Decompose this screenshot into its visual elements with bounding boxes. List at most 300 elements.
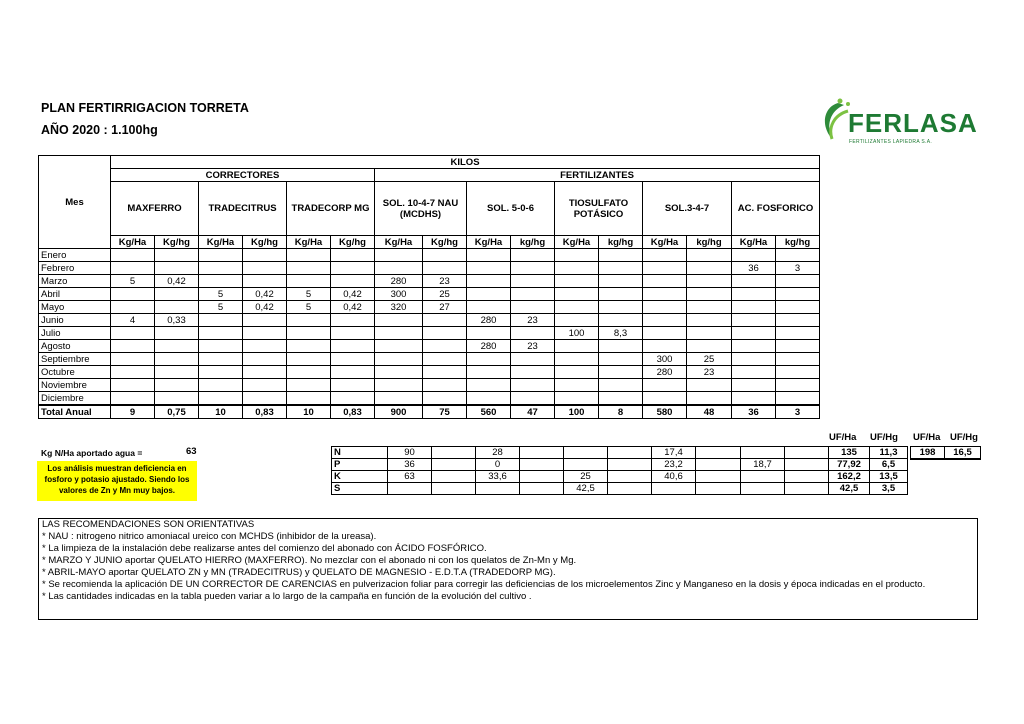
month-label: Mayo xyxy=(39,301,111,314)
table-cell xyxy=(511,327,555,340)
nutrient-cell xyxy=(608,471,652,483)
table-cell xyxy=(375,366,423,379)
table-cell xyxy=(643,301,687,314)
nutrient-cell xyxy=(741,447,785,459)
table-cell xyxy=(732,366,776,379)
table-cell xyxy=(375,379,423,392)
table-cell xyxy=(555,314,599,327)
total-row xyxy=(39,405,820,419)
table-cell xyxy=(732,314,776,327)
uf-header: UF/Hg xyxy=(950,432,978,443)
table-cell xyxy=(599,353,643,366)
table-cell xyxy=(199,249,243,262)
table-row xyxy=(39,301,820,314)
table-cell xyxy=(423,353,467,366)
table-cell xyxy=(243,314,287,327)
mes-header: Mes xyxy=(39,156,111,249)
table-cell xyxy=(287,392,331,406)
nutrient-cell xyxy=(388,483,432,495)
table-cell xyxy=(555,366,599,379)
table-cell xyxy=(467,327,511,340)
table-cell xyxy=(467,288,511,301)
uf-header: UF/Ha xyxy=(913,432,941,443)
product-header: SOL.3-4-7 xyxy=(643,182,732,236)
table-cell: 23 xyxy=(511,314,555,327)
table-cell xyxy=(599,392,643,406)
table-cell xyxy=(331,262,375,275)
table-cell xyxy=(287,353,331,366)
extra-uf-hg: 16,5 xyxy=(945,447,981,460)
table-cell: 280 xyxy=(467,340,511,353)
table-row xyxy=(39,314,820,327)
recommendation-line: * ABRIL-MAYO aportar QUELATO ZN y MN (TRADECITRUS) y QUELATO DE MAGNESIO - E.D.T.A (TRADEDORP MG). xyxy=(42,567,556,578)
unit-header: Kg/Ha xyxy=(199,236,243,249)
month-label: Julio xyxy=(39,327,111,340)
table-cell xyxy=(776,327,820,340)
table-cell xyxy=(776,392,820,406)
nutrient-cell: 6,5 xyxy=(870,459,908,471)
table-cell xyxy=(687,288,732,301)
table-cell xyxy=(732,249,776,262)
nutrient-cell: 17,4 xyxy=(652,447,696,459)
table-cell xyxy=(155,249,199,262)
total-cell: 0,75 xyxy=(155,405,199,419)
table-cell: 23 xyxy=(511,340,555,353)
table-cell xyxy=(511,275,555,288)
nutrient-cell: 36 xyxy=(388,459,432,471)
table-cell xyxy=(732,275,776,288)
table-cell xyxy=(423,340,467,353)
table-cell xyxy=(155,366,199,379)
table-cell xyxy=(687,249,732,262)
table-cell xyxy=(331,340,375,353)
table-cell xyxy=(643,288,687,301)
table-cell xyxy=(287,366,331,379)
table-cell xyxy=(287,262,331,275)
nutrient-cell xyxy=(741,483,785,495)
table-cell xyxy=(687,379,732,392)
agua-value: 63 xyxy=(186,446,197,457)
table-cell xyxy=(243,392,287,406)
nutrient-cell: 63 xyxy=(388,471,432,483)
table-cell xyxy=(287,249,331,262)
table-cell: 0,42 xyxy=(331,301,375,314)
table-cell xyxy=(599,314,643,327)
table-cell xyxy=(287,275,331,288)
table-cell xyxy=(243,340,287,353)
table-cell: 4 xyxy=(111,314,155,327)
table-row xyxy=(39,366,820,379)
unit-header: Kg/Ha xyxy=(643,236,687,249)
table-cell xyxy=(643,314,687,327)
table-cell xyxy=(687,262,732,275)
unit-header: kg/hg xyxy=(511,236,555,249)
nutrient-cell xyxy=(564,447,608,459)
nutrient-cell xyxy=(432,483,476,495)
table-cell xyxy=(375,314,423,327)
table-row xyxy=(39,249,820,262)
table-cell xyxy=(599,379,643,392)
table-cell xyxy=(599,340,643,353)
table-cell xyxy=(111,301,155,314)
uf-header: UF/Ha xyxy=(829,432,857,443)
nutrient-cell xyxy=(785,447,829,459)
nutrient-cell xyxy=(785,483,829,495)
nutrient-cell: 0 xyxy=(476,459,520,471)
agua-label: Kg N/Ha aportado agua = xyxy=(41,448,143,458)
product-header: MAXFERRO xyxy=(111,182,199,236)
table-cell xyxy=(776,249,820,262)
ferlasa-logo xyxy=(818,95,980,151)
nutrient-cell xyxy=(785,471,829,483)
table-cell xyxy=(375,353,423,366)
recommendation-line: * MARZO Y JUNIO aportar QUELATO HIERRO (MAXFERRO). No mezclar con el abonado ni con los quelatos de Zn-Mn y Mg. xyxy=(42,555,577,566)
table-cell xyxy=(467,353,511,366)
total-cell: 9 xyxy=(111,405,155,419)
table-cell: 280 xyxy=(375,275,423,288)
table-cell xyxy=(643,340,687,353)
nutrient-cell xyxy=(608,483,652,495)
table-cell xyxy=(243,275,287,288)
nutrient-cell: 28 xyxy=(476,447,520,459)
table-cell xyxy=(599,301,643,314)
table-cell xyxy=(687,275,732,288)
table-cell: 23 xyxy=(423,275,467,288)
month-label: Junio xyxy=(39,314,111,327)
table-cell xyxy=(287,314,331,327)
table-cell xyxy=(467,301,511,314)
table-cell xyxy=(555,392,599,406)
nutrient-cell: 42,5 xyxy=(829,483,870,495)
table-cell: 23 xyxy=(687,366,732,379)
unit-header: kg/hg xyxy=(599,236,643,249)
table-cell xyxy=(467,262,511,275)
table-cell xyxy=(199,340,243,353)
extra-totals xyxy=(910,446,981,460)
total-cell: 36 xyxy=(732,405,776,419)
table-cell xyxy=(111,379,155,392)
nutrient-row xyxy=(332,471,908,483)
nutrient-cell: 3,5 xyxy=(870,483,908,495)
table-cell xyxy=(199,327,243,340)
total-cell: 0,83 xyxy=(243,405,287,419)
table-cell xyxy=(776,275,820,288)
table-cell xyxy=(331,353,375,366)
table-cell xyxy=(423,327,467,340)
table-cell xyxy=(423,392,467,406)
table-cell xyxy=(331,314,375,327)
month-label: Octubre xyxy=(39,366,111,379)
month-label: Agosto xyxy=(39,340,111,353)
table-cell xyxy=(511,301,555,314)
table-cell xyxy=(511,262,555,275)
fertirrigation-table xyxy=(38,155,820,419)
table-cell xyxy=(155,262,199,275)
table-cell xyxy=(111,288,155,301)
table-cell: 5 xyxy=(199,288,243,301)
table-cell xyxy=(643,262,687,275)
table-cell xyxy=(155,392,199,406)
table-row xyxy=(39,353,820,366)
nutrient-cell xyxy=(608,459,652,471)
table-cell xyxy=(555,288,599,301)
table-cell xyxy=(111,353,155,366)
nutrient-cell xyxy=(696,471,741,483)
table-cell xyxy=(599,262,643,275)
table-cell xyxy=(776,366,820,379)
table-cell: 25 xyxy=(687,353,732,366)
nutrient-cell xyxy=(476,483,520,495)
table-cell xyxy=(687,301,732,314)
nutrient-cell: 77,92 xyxy=(829,459,870,471)
table-cell xyxy=(732,392,776,406)
table-cell xyxy=(111,327,155,340)
total-cell: 48 xyxy=(687,405,732,419)
table-cell xyxy=(111,366,155,379)
table-cell xyxy=(155,353,199,366)
table-cell xyxy=(511,353,555,366)
table-row xyxy=(39,392,820,406)
nutrient-row xyxy=(332,459,908,471)
nutrient-cell: 162,2 xyxy=(829,471,870,483)
table-cell xyxy=(555,249,599,262)
table-cell xyxy=(111,392,155,406)
table-row xyxy=(39,275,820,288)
table-cell: 0,42 xyxy=(243,301,287,314)
month-label: Septiembre xyxy=(39,353,111,366)
nutrient-cell xyxy=(741,471,785,483)
nutrient-label: K xyxy=(332,471,388,483)
table-cell xyxy=(776,288,820,301)
nutrient-cell xyxy=(564,459,608,471)
nutrient-cell xyxy=(652,483,696,495)
table-cell xyxy=(732,379,776,392)
table-cell xyxy=(199,392,243,406)
table-cell: 0,42 xyxy=(155,275,199,288)
table-cell xyxy=(375,392,423,406)
table-cell xyxy=(331,249,375,262)
table-cell xyxy=(375,262,423,275)
nutrient-cell xyxy=(785,459,829,471)
table-cell xyxy=(155,379,199,392)
total-cell: 0,83 xyxy=(331,405,375,419)
nutrient-cell: 13,5 xyxy=(870,471,908,483)
logo-name: FERLASA xyxy=(848,108,978,138)
table-row xyxy=(39,262,820,275)
table-row xyxy=(39,327,820,340)
unit-header: Kg/Ha xyxy=(467,236,511,249)
table-cell xyxy=(511,366,555,379)
table-cell xyxy=(243,353,287,366)
table-cell xyxy=(555,379,599,392)
total-cell: 75 xyxy=(423,405,467,419)
table-cell xyxy=(732,288,776,301)
table-cell xyxy=(243,262,287,275)
table-cell xyxy=(243,379,287,392)
table-cell: 100 xyxy=(555,327,599,340)
table-cell xyxy=(776,353,820,366)
table-cell xyxy=(199,275,243,288)
unit-header: Kg/hg xyxy=(243,236,287,249)
fertilizantes-header: FERTILIZANTES xyxy=(375,169,820,182)
nutrient-row xyxy=(332,483,908,495)
table-cell xyxy=(423,379,467,392)
table-cell xyxy=(555,340,599,353)
table-cell xyxy=(423,314,467,327)
table-cell xyxy=(375,327,423,340)
table-cell xyxy=(111,249,155,262)
page-subtitle: AÑO 2020 : 1.100hg xyxy=(41,123,158,137)
unit-header: Kg/Ha xyxy=(732,236,776,249)
nutrient-cell: 23,2 xyxy=(652,459,696,471)
nutrient-cell: 33,6 xyxy=(476,471,520,483)
nutrient-cell xyxy=(520,483,564,495)
nutrient-label: P xyxy=(332,459,388,471)
table-cell xyxy=(776,301,820,314)
product-header: SOL. 10-4-7 NAU (MCDHS) xyxy=(375,182,467,236)
nutrient-cell: 11,3 xyxy=(870,447,908,459)
nutrient-cell: 42,5 xyxy=(564,483,608,495)
product-header: SOL. 5-0-6 xyxy=(467,182,555,236)
table-cell xyxy=(555,275,599,288)
table-cell: 3 xyxy=(776,262,820,275)
table-cell xyxy=(243,366,287,379)
table-cell: 5 xyxy=(287,301,331,314)
total-label: Total Anual xyxy=(39,405,111,419)
recommendation-line: LAS RECOMENDACIONES SON ORIENTATIVAS xyxy=(42,519,255,530)
total-cell: 560 xyxy=(467,405,511,419)
recommendation-line: * Las cantidades indicadas en la tabla pueden variar a lo largo de la campaña en función de la evolución del cultivo . xyxy=(42,591,532,602)
table-cell xyxy=(111,262,155,275)
nutrient-cell: 90 xyxy=(388,447,432,459)
table-cell xyxy=(331,379,375,392)
table-cell: 8,3 xyxy=(599,327,643,340)
nutrient-cell xyxy=(432,471,476,483)
table-cell xyxy=(467,366,511,379)
nutrient-label: S xyxy=(332,483,388,495)
month-label: Enero xyxy=(39,249,111,262)
logo-tagline: FERTILIZANTES LAPIEDRA S.A. xyxy=(849,139,933,145)
correctores-header: CORRECTORES xyxy=(111,169,375,182)
table-cell xyxy=(155,327,199,340)
table-cell xyxy=(555,262,599,275)
table-cell xyxy=(687,392,732,406)
table-cell: 300 xyxy=(375,288,423,301)
extra-uf-ha: 198 xyxy=(911,447,945,460)
nutrient-cell xyxy=(608,447,652,459)
total-cell: 100 xyxy=(555,405,599,419)
table-cell xyxy=(331,392,375,406)
kilos-header: KILOS xyxy=(111,156,820,169)
table-cell xyxy=(155,340,199,353)
uf-header: UF/Hg xyxy=(870,432,898,443)
table-cell xyxy=(732,353,776,366)
table-cell xyxy=(555,353,599,366)
table-cell xyxy=(643,275,687,288)
table-cell xyxy=(643,392,687,406)
nutrient-label: N xyxy=(332,447,388,459)
table-cell xyxy=(375,249,423,262)
table-cell xyxy=(599,275,643,288)
month-label: Diciembre xyxy=(39,392,111,406)
table-cell xyxy=(555,301,599,314)
table-cell xyxy=(467,249,511,262)
month-label: Febrero xyxy=(39,262,111,275)
table-cell xyxy=(776,379,820,392)
table-cell xyxy=(776,340,820,353)
table-cell: 5 xyxy=(287,288,331,301)
table-cell xyxy=(687,327,732,340)
table-cell xyxy=(423,366,467,379)
table-cell: 5 xyxy=(199,301,243,314)
table-row xyxy=(39,288,820,301)
nutrient-cell xyxy=(432,459,476,471)
month-label: Marzo xyxy=(39,275,111,288)
table-cell xyxy=(467,392,511,406)
table-cell xyxy=(599,288,643,301)
unit-header: Kg/Ha xyxy=(287,236,331,249)
table-cell: 0,42 xyxy=(243,288,287,301)
table-cell xyxy=(155,301,199,314)
table-cell xyxy=(511,249,555,262)
product-header: TIOSULFATO POTÁSICO xyxy=(555,182,643,236)
total-cell: 47 xyxy=(511,405,555,419)
unit-header: Kg/hg xyxy=(155,236,199,249)
table-cell xyxy=(199,353,243,366)
total-cell: 10 xyxy=(287,405,331,419)
unit-header: kg/hg xyxy=(687,236,732,249)
table-cell xyxy=(511,379,555,392)
total-cell: 8 xyxy=(599,405,643,419)
table-cell xyxy=(331,275,375,288)
table-cell xyxy=(732,327,776,340)
nutrient-cell xyxy=(696,459,741,471)
unit-header: Kg/hg xyxy=(331,236,375,249)
table-cell: 0,42 xyxy=(331,288,375,301)
total-cell: 900 xyxy=(375,405,423,419)
table-cell xyxy=(599,366,643,379)
table-cell: 280 xyxy=(467,314,511,327)
recommendation-line: * Se recomienda la aplicación DE UN CORRECTOR DE CARENCIAS en pulverizacion foliar para corregir las deficiencias de los microelementos Zinc y Manganeso en la dosis y época indicadas en el producto. xyxy=(42,579,926,590)
product-header: TRADECITRUS xyxy=(199,182,287,236)
table-cell xyxy=(511,392,555,406)
table-cell xyxy=(687,314,732,327)
unit-header: Kg/Ha xyxy=(555,236,599,249)
nutrient-cell xyxy=(520,471,564,483)
table-cell xyxy=(199,366,243,379)
nutrient-cell: 135 xyxy=(829,447,870,459)
nutrient-cell xyxy=(520,459,564,471)
recommendation-line: * NAU : nitrogeno nitrico amoniacal ureico con MCHDS (inhibidor de la ureasa). xyxy=(42,531,377,542)
table-cell xyxy=(331,327,375,340)
table-cell: 280 xyxy=(643,366,687,379)
table-cell xyxy=(199,262,243,275)
total-cell: 580 xyxy=(643,405,687,419)
table-cell xyxy=(199,314,243,327)
table-cell: 36 xyxy=(732,262,776,275)
unit-header: Kg/Ha xyxy=(111,236,155,249)
table-cell: 0,33 xyxy=(155,314,199,327)
nutrient-cell: 18,7 xyxy=(741,459,785,471)
table-cell xyxy=(511,288,555,301)
table-cell xyxy=(643,327,687,340)
month-label: Abril xyxy=(39,288,111,301)
table-cell xyxy=(243,249,287,262)
total-cell: 3 xyxy=(776,405,820,419)
table-cell xyxy=(199,379,243,392)
table-cell xyxy=(423,262,467,275)
table-row xyxy=(39,379,820,392)
